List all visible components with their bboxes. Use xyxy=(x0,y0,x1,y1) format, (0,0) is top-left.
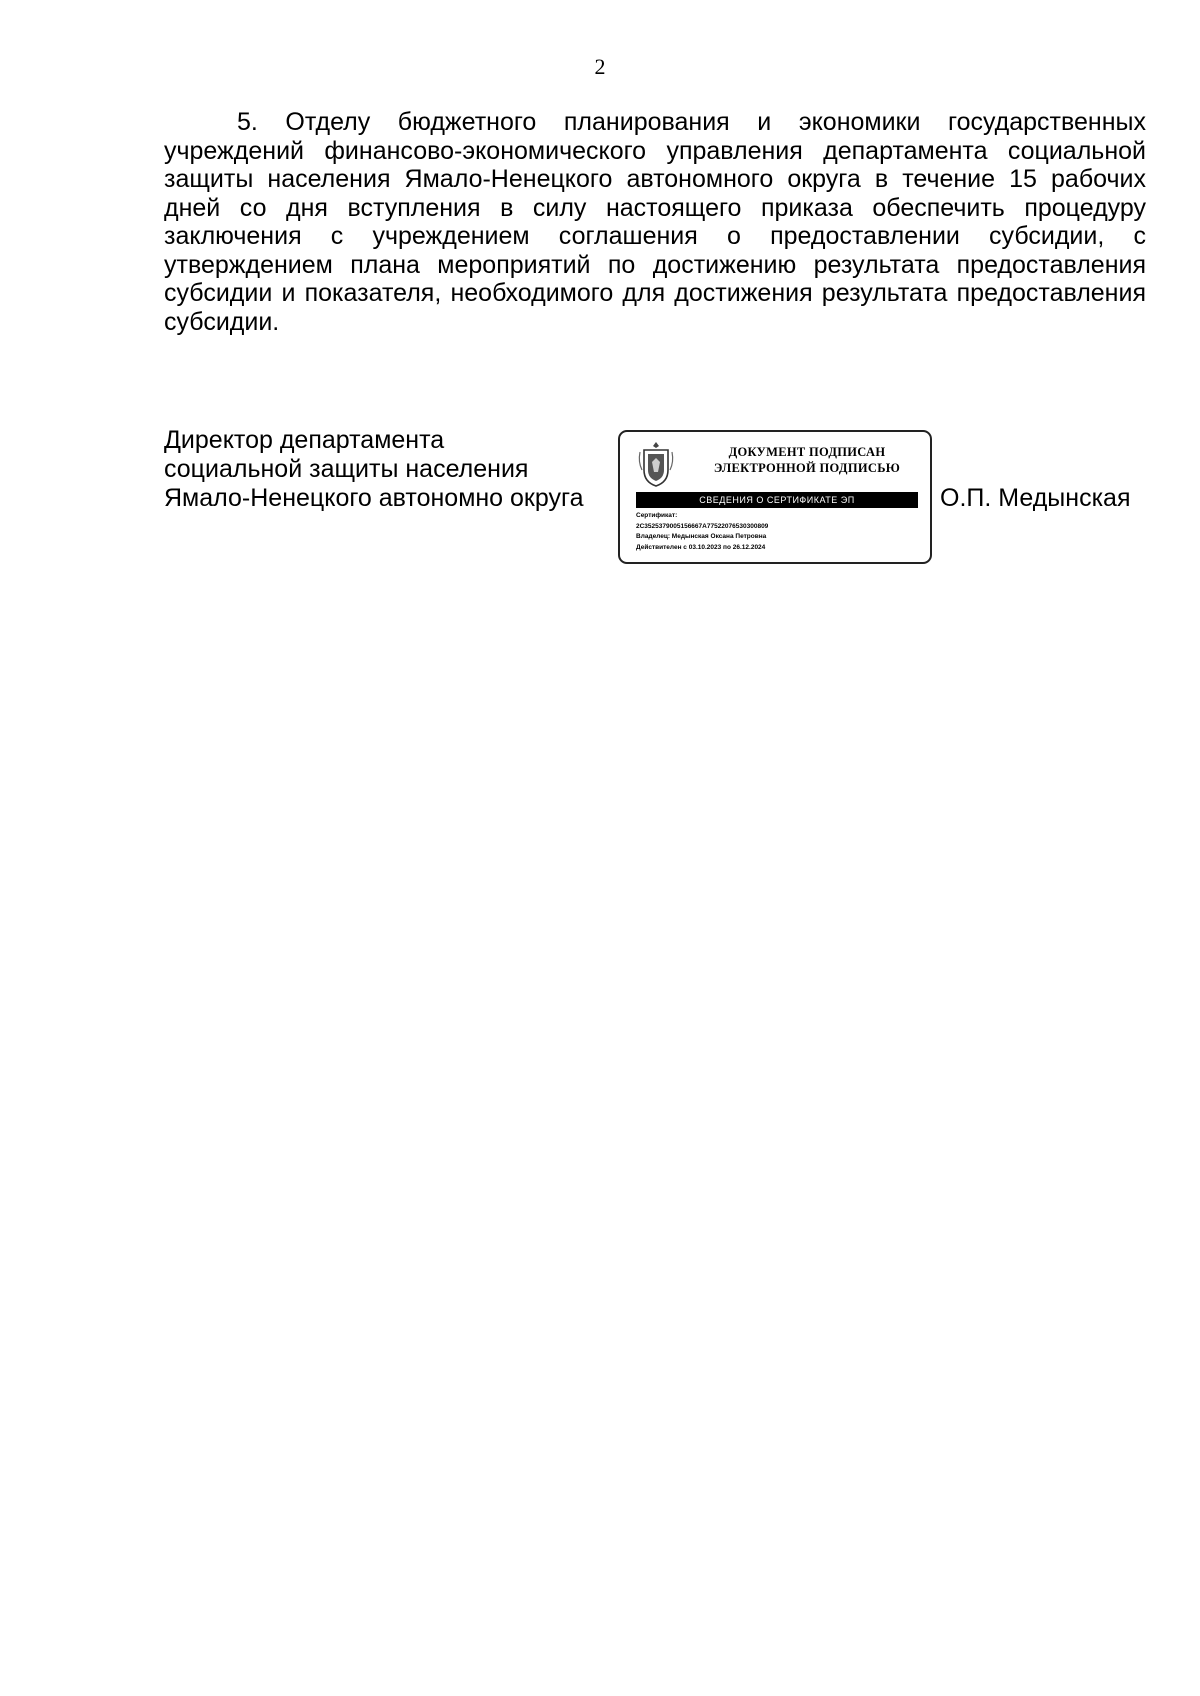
stamp-heading-line-1: ДОКУМЕНТ ПОДПИСАН xyxy=(728,445,886,459)
stamp-validity: Действителен с 03.10.2023 по 26.12.2024 xyxy=(636,543,766,551)
stamp-certificate-bar: СВЕДЕНИЯ О СЕРТИФИКАТЕ ЭП xyxy=(636,492,918,508)
body-paragraph-5: 5. Отделу бюджетного планирования и экономики государственных учреждений финансово-экономического управления департамента социальной защиты населения Ямало-Ненецкого автономного округа в течение 15 рабочих дней со дня вступления в силу настоящего приказа обеспечить процедуру заключения с учреждением соглашения о предоставлении субсидии, с утверждением плана мероприятий по достижению результата предоставления субсидии и показателя, необходимого для достижения результата предоставления субсидии. xyxy=(164,108,1146,336)
signatory-name: О.П. Медынская xyxy=(940,484,1131,512)
stamp-owner: Владелец: Медынская Оксана Петровна xyxy=(636,533,767,540)
electronic-signature-stamp xyxy=(618,430,932,564)
signatory-position-line-2: социальной защиты населения xyxy=(164,455,529,483)
stamp-certificate-number: 2C3525379005156667A77522076530300809 xyxy=(636,522,769,530)
coat-of-arms-icon xyxy=(636,440,676,488)
stamp-certificate-label: Сертификат: xyxy=(636,512,678,519)
signatory-position-line-1: Директор департамента xyxy=(164,426,445,454)
stamp-certificate-details xyxy=(636,511,926,553)
stamp-heading xyxy=(690,444,924,476)
stamp-heading-line-2: ЭЛЕКТРОННОЙ ПОДПИСЬЮ xyxy=(713,461,901,475)
page-number: 2 xyxy=(594,54,606,79)
signatory-position-line-3: Ямало-Ненецкого автономно округа xyxy=(164,484,584,512)
signatory-position xyxy=(164,426,583,513)
